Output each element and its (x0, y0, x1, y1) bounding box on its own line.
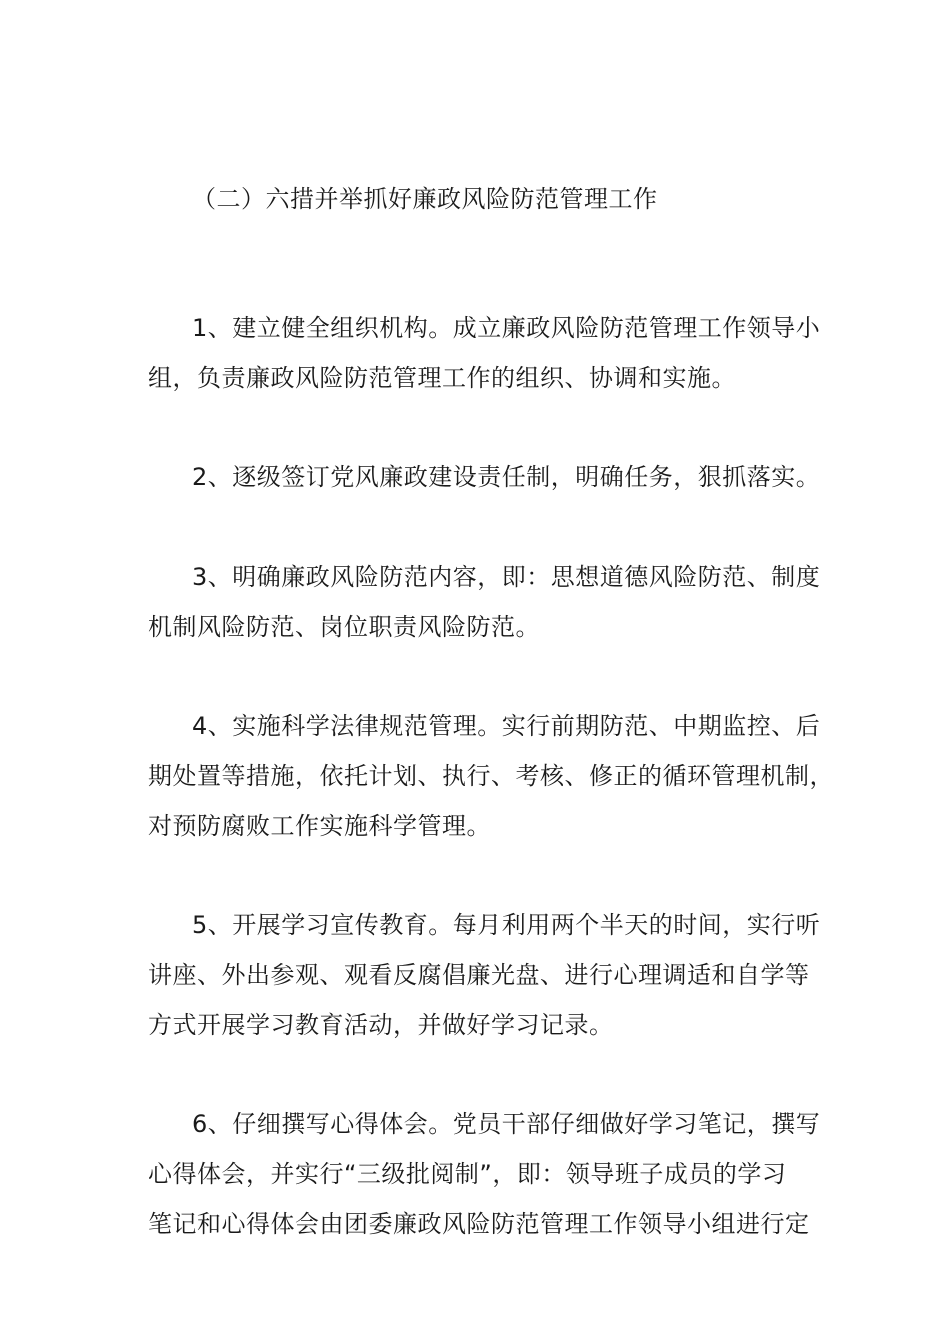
paragraph-6-line-3: 笔记和心得体会由团委廉政风险防范管理工作领导小组进行定 (148, 1210, 810, 1238)
section-heading: （二）六措并举抓好廉政风险防范管理工作 (192, 185, 658, 213)
paragraph-6-line-1: 6、仔细撰写心得体会。党员干部仔细做好学习笔记，撰写 (192, 1110, 821, 1138)
paragraph-4-line-3: 对预防腐败工作实施科学管理。 (148, 812, 491, 840)
paragraph-4-line-2: 期处置等措施，依托计划、执行、考核、修正的循环管理机制， (148, 762, 834, 790)
paragraph-3-line-1: 3、明确廉政风险防范内容，即：思想道德风险防范、制度 (192, 563, 821, 591)
paragraph-6-line-2: 心得体会，并实行“三级批阅制”，即：领导班子成员的学习 (148, 1160, 787, 1188)
paragraph-5-line-1: 5、开展学习宣传教育。每月利用两个半天的时间，实行听 (192, 911, 821, 939)
paragraph-1-line-1: 1、建立健全组织机构。成立廉政风险防范管理工作领导小 (192, 314, 821, 342)
paragraph-5-line-2: 讲座、外出参观、观看反腐倡廉光盘、进行心理调适和自学等 (148, 961, 810, 989)
paragraph-4-line-1: 4、实施科学法律规范管理。实行前期防范、中期监控、后 (192, 712, 821, 740)
paragraph-5-line-3: 方式开展学习教育活动，并做好学习记录。 (148, 1011, 614, 1039)
paragraph-2-line-1: 2、逐级签订党风廉政建设责任制，明确任务，狠抓落实。 (192, 463, 821, 491)
paragraph-3-line-2: 机制风险防范、岗位职责风险防范。 (148, 613, 540, 641)
paragraph-1-line-2: 组，负责廉政风险防范管理工作的组织、协调和实施。 (148, 364, 736, 392)
